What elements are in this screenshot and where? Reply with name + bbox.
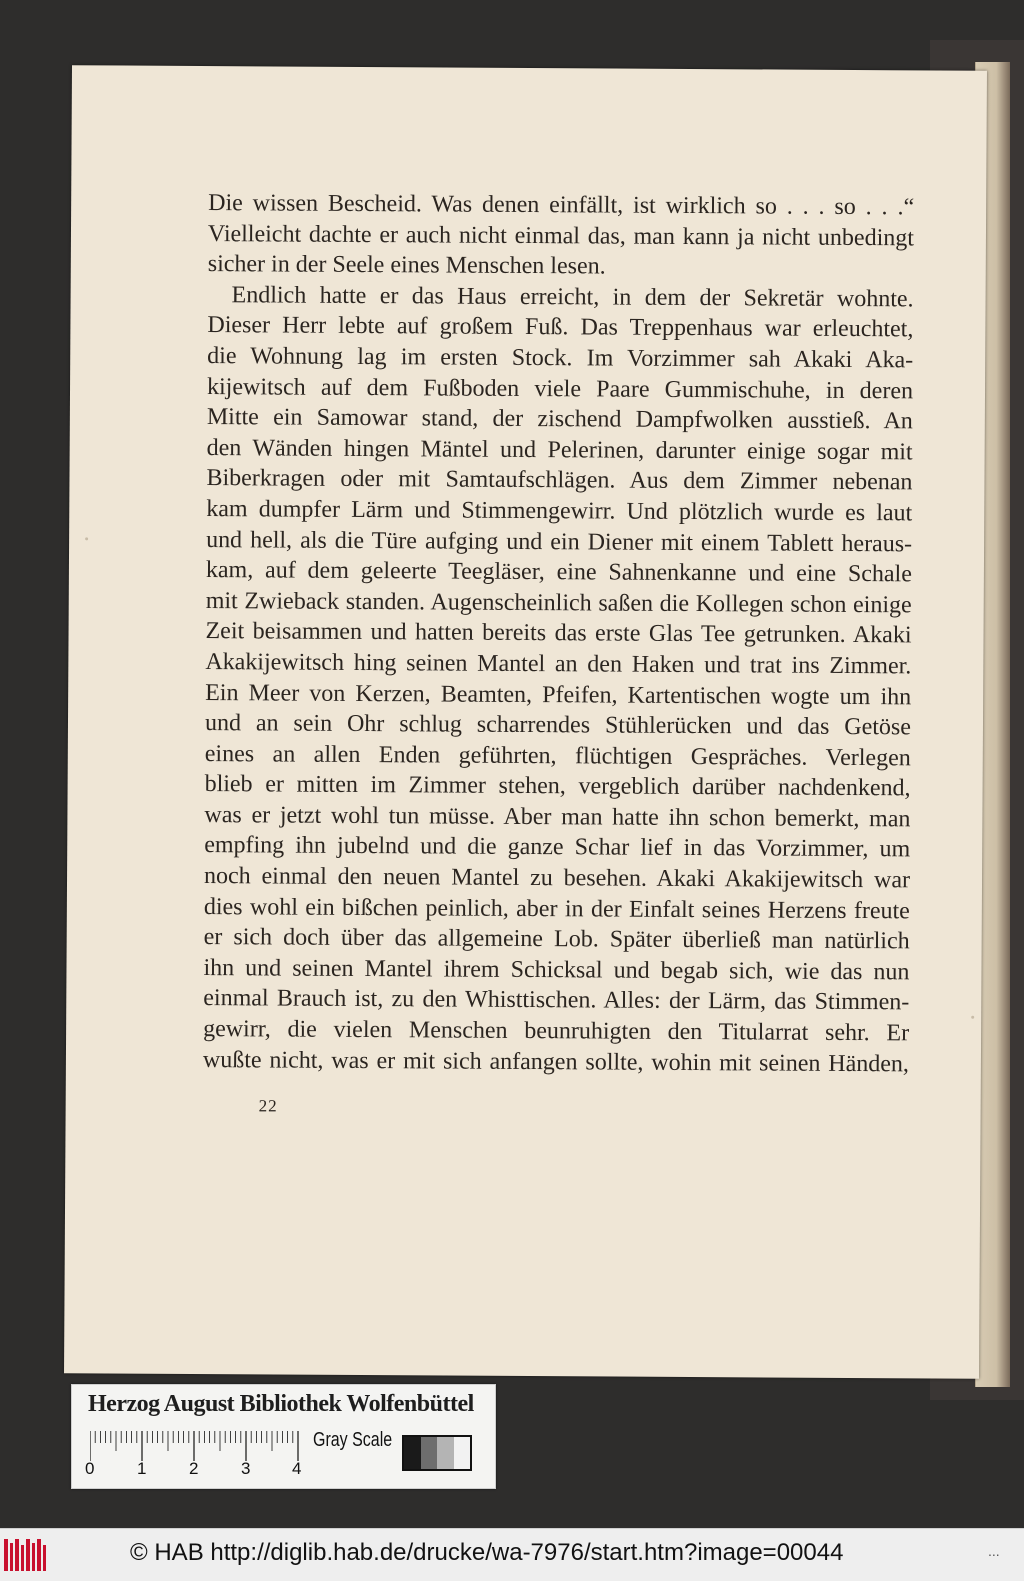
text-line: empfing ihn jubelnd und die ganze Schar lief in das Vorzimmer, um (204, 832, 911, 863)
text-line: Biberkragen oder mit Samtaufschlägen. Aus dem Zimmer nebenan (206, 465, 913, 496)
text-line: Mitte ein Samowar stand, der zischend Dampfwolken ausstieß. An (206, 404, 913, 435)
more-icon[interactable]: ... (988, 1543, 1000, 1559)
text-line: gewirr, die vielen Menschen beunruhigten den Titularrat sehr. Er (203, 1016, 910, 1047)
text-line: die Wohnung lag im ersten Stock. Im Vorzimmer sah Akaki Aka- (207, 343, 914, 374)
footer-bar (0, 1528, 1024, 1581)
text-line: dies wohl ein bißchen peinlich, aber in der Einfalt seines Herzens freute (203, 893, 910, 925)
text-line: kam, auf dem geleerte Teegläser, eine Sahnenkanne und eine Schale (205, 557, 912, 588)
gray-swatch (454, 1437, 471, 1469)
text-line: wußte nicht, was er mit sich anfangen sollte, wohin mit seinen Händen, (202, 1046, 909, 1077)
text-line: was er jetzt wohl tun müsse. Aber man hatte ihn schon bemerkt, man (204, 801, 911, 833)
text-line: und hell, als die Türe aufging und ein Diener mit einem Tablett heraus- (206, 526, 913, 557)
ruler-number: 0 (85, 1459, 95, 1478)
text-line: Vielleicht dachte er auch nicht einmal das, man kann ja nicht unbedingt (207, 220, 915, 251)
text-line: blieb er mitten im Zimmer stehen, vergeblich darüber nachdenkend, (204, 771, 911, 802)
text-line: eines an allen Enden geführten, flüchtigen Gespräches. Verlegen (204, 740, 911, 772)
color-calibration-card (71, 1384, 496, 1489)
gray-swatch (421, 1437, 438, 1469)
gray-scale-label: Gray Scale (313, 1429, 393, 1451)
gray-scale-swatches (402, 1435, 472, 1471)
ruler-number: 3 (241, 1459, 251, 1478)
text-line: mit Zwieback standen. Augenscheinlich saßen die Kollegen schon einige (205, 587, 912, 619)
text-line: den Wänden hingen Mäntel und Pelerinen, darunter einige sogar mit (206, 434, 913, 466)
text-line: ihn und seinen Mantel ihrem Schicksal und begab sich, wie das nun (203, 954, 910, 986)
text-line: er sich doch über das allgemeine Lob. Später überließ man natürlich (203, 924, 910, 955)
source-url[interactable]: © HAB http://diglib.hab.de/drucke/wa-7976/start.htm?image=00044 (130, 1539, 844, 1566)
text-line: Dieser Herr lebte auf großem Fuß. Das Treppenhaus war erleuchtet, (207, 312, 914, 343)
text-line: kam dumpfer Lärm und Stimmengewirr. Und plötzlich wurde es laut (206, 495, 913, 527)
text-line: Endlich hatte er das Haus erreicht, in dem der Sekretär wohnte. (231, 281, 914, 313)
page-number: 22 (258, 1096, 278, 1116)
text-line: kijewitsch auf dem Fußboden viele Paare Gummischuhe, in deren (206, 373, 914, 404)
ruler-number: 2 (189, 1459, 199, 1478)
text-line: noch einmal den neuen Mantel zu besehen. Akaki Akakijewitsch war (203, 863, 911, 894)
text-line: Die wissen Bescheid. Was denen einfällt, ist wirklich so . . . so . . .“ (208, 190, 915, 221)
gray-swatch (437, 1437, 454, 1469)
book-page (64, 65, 987, 1379)
hab-logo-icon (4, 1537, 48, 1573)
ruler-number: 1 (137, 1459, 147, 1478)
text-line: Ein Meer von Kerzen, Beamten, Pfeifen, Kartentischen wogte um ihn (205, 679, 912, 710)
gray-swatch (404, 1437, 421, 1469)
paper-speck (971, 1016, 974, 1019)
text-line: sicher in der Seele eines Menschen lesen. (207, 251, 606, 280)
text-line: einmal Brauch ist, zu den Whisttischen. Alles: der Lärm, das Stimmen- (203, 985, 910, 1016)
text-line: Akakijewitsch hing seinen Mantel an den Haken und trat ins Zimmer. (205, 648, 912, 680)
ruler-number: 4 (292, 1459, 302, 1478)
paper-speck (85, 537, 88, 540)
ruler (90, 1431, 300, 1461)
page-text (203, 188, 914, 1080)
library-title: Herzog August Bibliothek Wolfenbüttel (88, 1391, 474, 1417)
text-line: und an sein Ohr schlug scharrendes Stühlerücken und das Getöse (204, 710, 912, 741)
text-line: Zeit beisammen und hatten bereits das erste Glas Tee getrunken. Akaki (205, 618, 912, 649)
